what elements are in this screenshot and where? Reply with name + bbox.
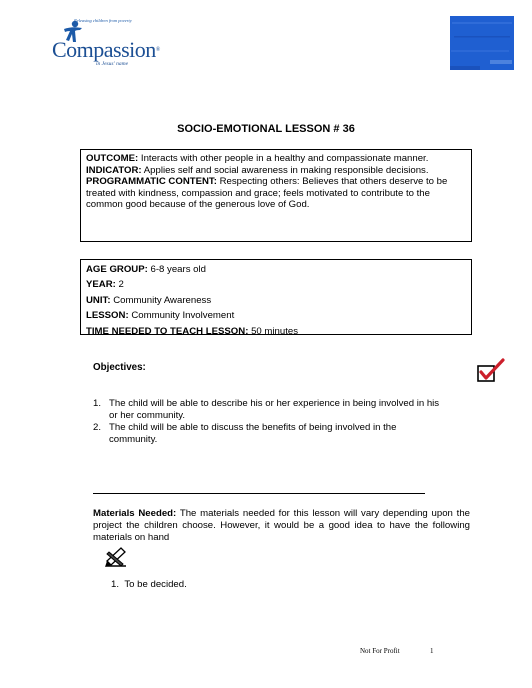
content-label: PROGRAMMATIC CONTENT: [86, 176, 217, 188]
lesson-row [86, 309, 465, 324]
list-number: 2. [93, 422, 102, 433]
year-label: YEAR: [86, 279, 116, 291]
list-text: The child will be able to describe his or her experience in being involved in his or her community. [109, 398, 440, 421]
materials-label: Materials Needed: [93, 508, 177, 519]
outcome-text: Interacts with other people in a healthy and compassionate manner. [140, 153, 429, 164]
list-number: 1. [111, 579, 120, 590]
list-text: To be decided. [124, 579, 187, 590]
indicator-label: INDICATOR: [86, 164, 142, 176]
objectives-list [93, 398, 443, 446]
outcome-label: OUTCOME: [86, 153, 139, 164]
year-row [86, 278, 465, 293]
age-group-value: 6-8 years old [150, 264, 206, 275]
outcome-box [80, 149, 472, 242]
outcome-line [86, 153, 465, 165]
time-label: TIME NEEDED TO TEACH LESSON: [86, 325, 249, 337]
year-value: 2 [118, 279, 124, 291]
list-item [93, 422, 443, 446]
lesson-label: LESSON: [86, 310, 129, 322]
lesson-value: Community Involvement [131, 310, 235, 322]
content-line [86, 176, 465, 211]
logo-wordmark: Compassion® [52, 37, 160, 62]
checkbox-check-icon [476, 358, 506, 384]
unit-label: UNIT: [86, 294, 111, 306]
compassion-logo [52, 18, 162, 68]
logo-subline: in Jesus' name [96, 61, 129, 67]
logo-tagline: Releasing children from poverty [74, 18, 132, 23]
materials-paragraph [93, 508, 470, 544]
footer-text: Not For Profit [360, 647, 400, 655]
lesson-title: SOCIO-EMOTIONAL LESSON # 36 [177, 123, 355, 135]
age-group-label: AGE GROUP: [86, 264, 148, 275]
objectives-title: Objectives: [93, 362, 146, 373]
list-text: The child will be able to discuss the benefits of being involved in the community. [109, 422, 397, 445]
list-number: 1. [93, 398, 102, 409]
unit-value: Community Awareness [113, 294, 212, 306]
indicator-line [86, 165, 465, 177]
materials-list [111, 579, 187, 590]
materials-text: The materials needed for this lesson will vary depending upon the project the children choose. However, it would be a good idea to have the following materials on hand [93, 508, 471, 543]
unit-row [86, 294, 465, 309]
pencil-crayon-icon [104, 546, 128, 568]
blue-paint-square [450, 16, 514, 70]
page-number: 1 [430, 647, 434, 655]
age-group-row [86, 263, 465, 278]
time-value: 50 minutes [251, 325, 299, 337]
divider-line [93, 493, 425, 494]
time-row [86, 325, 465, 340]
list-item [93, 398, 443, 422]
indicator-text: Applies self and social awareness in making responsible decisions. [143, 164, 429, 176]
list-item [111, 579, 187, 590]
content-text: Respecting others: Believes that others deserve to be treated with kindness, compassion and grace; feels motivated to contribute to the common good because of the generous love of God. [86, 176, 448, 211]
lesson-info-box [80, 259, 472, 335]
